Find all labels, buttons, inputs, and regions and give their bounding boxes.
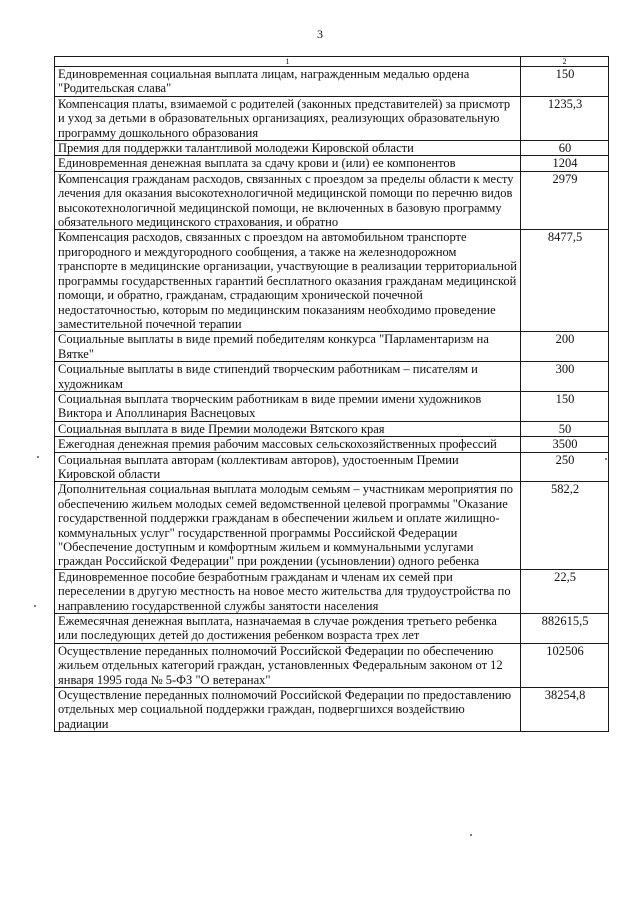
row-description: Социальная выплата авторам (коллективам авторов), удостоенным Премии Кировской области <box>55 452 521 482</box>
row-description: Ежегодная денежная премия рабочим массовых сельскохозяйственных профессий <box>55 437 521 452</box>
column-header-2: 2 <box>521 57 609 67</box>
row-description: Социальные выплаты в виде стипендий творческим работникам – писателям и художникам <box>55 362 521 392</box>
table-row <box>55 156 609 171</box>
table-row <box>55 452 609 482</box>
row-amount: 250 <box>521 452 609 482</box>
row-description: Дополнительная социальная выплата молодым семьям – участникам мероприятия по обеспечению жильем молодых семей ведомственной целевой программы "Оказание государственной поддержки гражданам в обеспечении жильем и оплате жилищно-коммунальных услуг" государственной программы Российской Федерации "Обеспечение доступным и комфортным жильем и коммунальными услугами граждан Российской Федерации" при рождении (усыновлении) одного ребенка <box>55 482 521 569</box>
table-row <box>55 614 609 644</box>
table-row <box>55 569 609 613</box>
scan-speck <box>470 834 472 836</box>
row-amount: 102506 <box>521 643 609 687</box>
row-amount: 882615,5 <box>521 614 609 644</box>
row-amount: 38254,8 <box>521 688 609 732</box>
table-row <box>55 171 609 230</box>
row-amount: 2979 <box>521 171 609 230</box>
row-description: Социальные выплаты в виде премий победителям конкурса "Парламентаризм на Вятке" <box>55 332 521 362</box>
row-description: Осуществление переданных полномочий Российской Федерации по обеспечению жильем отдельных категорий граждан, установленных Федеральным законом от 12 января 1995 года № 5-ФЗ "О ветеранах" <box>55 643 521 687</box>
row-description: Компенсация гражданам расходов, связанных с проездом за пределы области к месту лечения для оказания высокотехнологичной медицинской помощи по перечню видов высокотехнологичной медицинской помощи, не включенных в базовую программу обязательного медицинского страхования, и обратно <box>55 171 521 230</box>
row-amount: 8477,5 <box>521 230 609 332</box>
table-row <box>55 688 609 732</box>
table-row <box>55 421 609 436</box>
row-description: Единовременная социальная выплата лицам, награжденным медалью ордена "Родительская слава" <box>55 67 521 97</box>
table-row <box>55 362 609 392</box>
row-amount: 22,5 <box>521 569 609 613</box>
row-amount: 3500 <box>521 437 609 452</box>
table-row <box>55 391 609 421</box>
table-row <box>55 67 609 97</box>
table-row <box>55 332 609 362</box>
scan-speck <box>34 605 36 607</box>
row-amount: 1235,3 <box>521 96 609 140</box>
scan-speck <box>37 456 39 458</box>
table-header-row <box>55 57 609 67</box>
row-description: Единовременная денежная выплата за сдачу крови и (или) ее компонентов <box>55 156 521 171</box>
row-amount: 300 <box>521 362 609 392</box>
row-description: Единовременное пособие безработным гражданам и членам их семей при переселении в другую местность на новое место жительства для трудоустройства по направлению государственной службы занятости населения <box>55 569 521 613</box>
table-row <box>55 643 609 687</box>
column-header-1: 1 <box>55 57 521 67</box>
table-row <box>55 482 609 569</box>
row-amount: 60 <box>521 141 609 156</box>
row-amount: 582,2 <box>521 482 609 569</box>
table-row <box>55 230 609 332</box>
row-amount: 50 <box>521 421 609 436</box>
row-description: Осуществление переданных полномочий Российской Федерации по предоставлению отдельных мер социальной поддержки граждан, подвергшихся воздействию радиации <box>55 688 521 732</box>
row-amount: 200 <box>521 332 609 362</box>
row-description: Компенсация расходов, связанных с проездом на автомобильном транспорте пригородного и междугородного сообщения, а также на железнодорожном транспорте в медицинские организации, участвующие в реализации территориальной программы государственных гарантий бесплатного оказания гражданам медицинской помощи, и обратно, гражданам, страдающим хронической почечной недостаточностью, которым по медицинским показаниям необходимо проведение заместительной почечной терапии <box>55 230 521 332</box>
row-amount: 1204 <box>521 156 609 171</box>
page-number: 3 <box>317 27 323 41</box>
scan-speck <box>605 458 607 460</box>
table-row <box>55 437 609 452</box>
row-description: Социальная выплата творческим работникам в виде премии имени художников Виктора и Аполлинария Васнецовых <box>55 391 521 421</box>
table-row <box>55 141 609 156</box>
row-description: Социальная выплата в виде Премии молодежи Вятского края <box>55 421 521 436</box>
budget-table <box>54 56 609 732</box>
table-row <box>55 96 609 140</box>
row-amount: 150 <box>521 391 609 421</box>
row-description: Премия для поддержки талантливой молодежи Кировской области <box>55 141 521 156</box>
row-description: Ежемесячная денежная выплата, назначаемая в случае рождения третьего ребенка или последующих детей до достижения ребенком возраста трех лет <box>55 614 521 644</box>
row-amount: 150 <box>521 67 609 97</box>
row-description: Компенсация платы, взимаемой с родителей (законных представителей) за присмотр и уход за детьми в образовательных организациях, реализующих образовательную программу дошкольного образования <box>55 96 521 140</box>
